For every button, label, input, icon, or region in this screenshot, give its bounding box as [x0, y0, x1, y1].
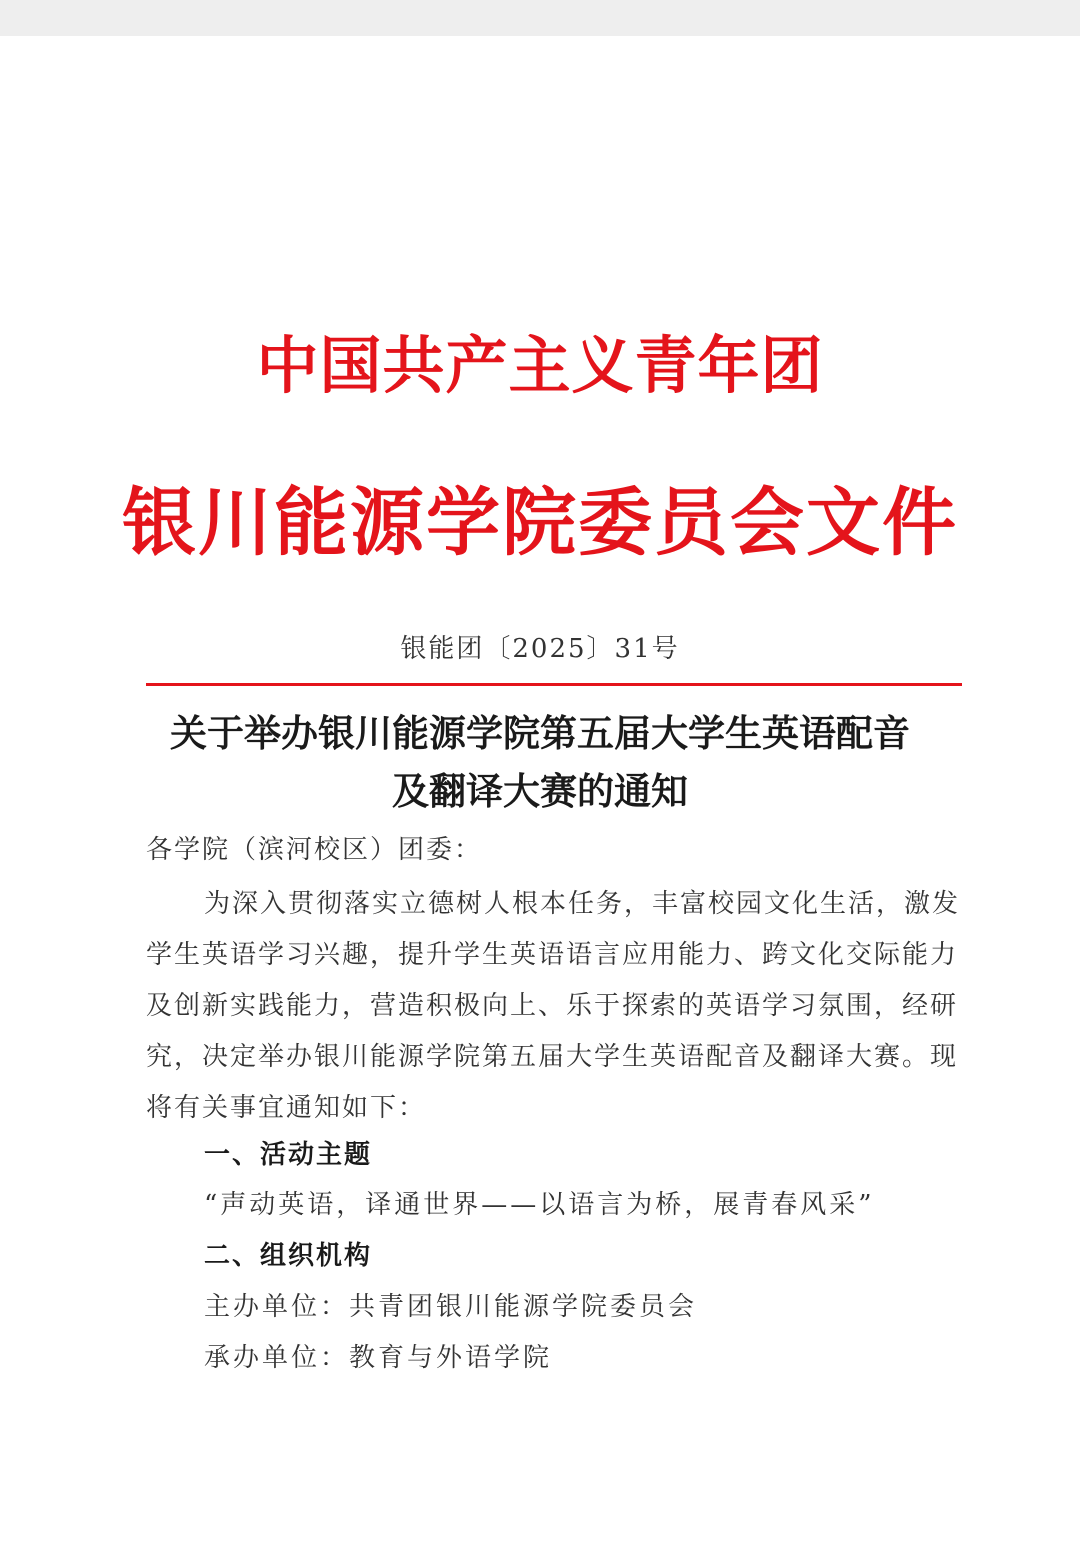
- undertaker-line: 承办单位：教育与外语学院: [204, 1343, 553, 1373]
- red-divider: [146, 683, 962, 686]
- organizer-line: 主办单位：共青团银川能源学院委员会: [204, 1292, 698, 1322]
- intro-paragraph: [146, 879, 961, 1134]
- issuer-line-2: 银川能源学院委员会文件: [122, 480, 958, 566]
- paragraph-line: 学生英语学习兴趣，提升学生英语语言应用能力、跨文化交际能力: [146, 940, 959, 970]
- paragraph-line: 及创新实践能力，营造积极向上、乐于探索的英语学习氛围，经研: [146, 991, 959, 1021]
- notice-title: [146, 704, 934, 820]
- addressee: 各学院（滨河校区）团委：: [146, 835, 483, 865]
- paragraph-line: 将有关事宜通知如下：: [146, 1093, 427, 1123]
- section-heading-organization: 二、组织机构: [204, 1241, 373, 1271]
- issuer-line-1: 中国共产主义青年团: [256, 329, 824, 402]
- top-status-bar: [0, 0, 1080, 36]
- document-page: [0, 36, 1080, 1551]
- notice-title-line: 关于举办银川能源学院第五届大学生英语配音: [170, 711, 910, 755]
- section-heading-theme: 一、活动主题: [204, 1140, 373, 1170]
- document-number: 银能团〔2025〕31号: [400, 634, 680, 664]
- notice-title-line: 及翻译大赛的通知: [392, 769, 688, 813]
- paragraph-line: 为深入贯彻落实立德树人根本任务，丰富校园文化生活，激发: [204, 889, 961, 919]
- theme-text: “声动英语，译通世界——以语言为桥，展青春风采”: [204, 1190, 875, 1220]
- paragraph-line: 究，决定举办银川能源学院第五届大学生英语配音及翻译大赛。现: [146, 1042, 959, 1072]
